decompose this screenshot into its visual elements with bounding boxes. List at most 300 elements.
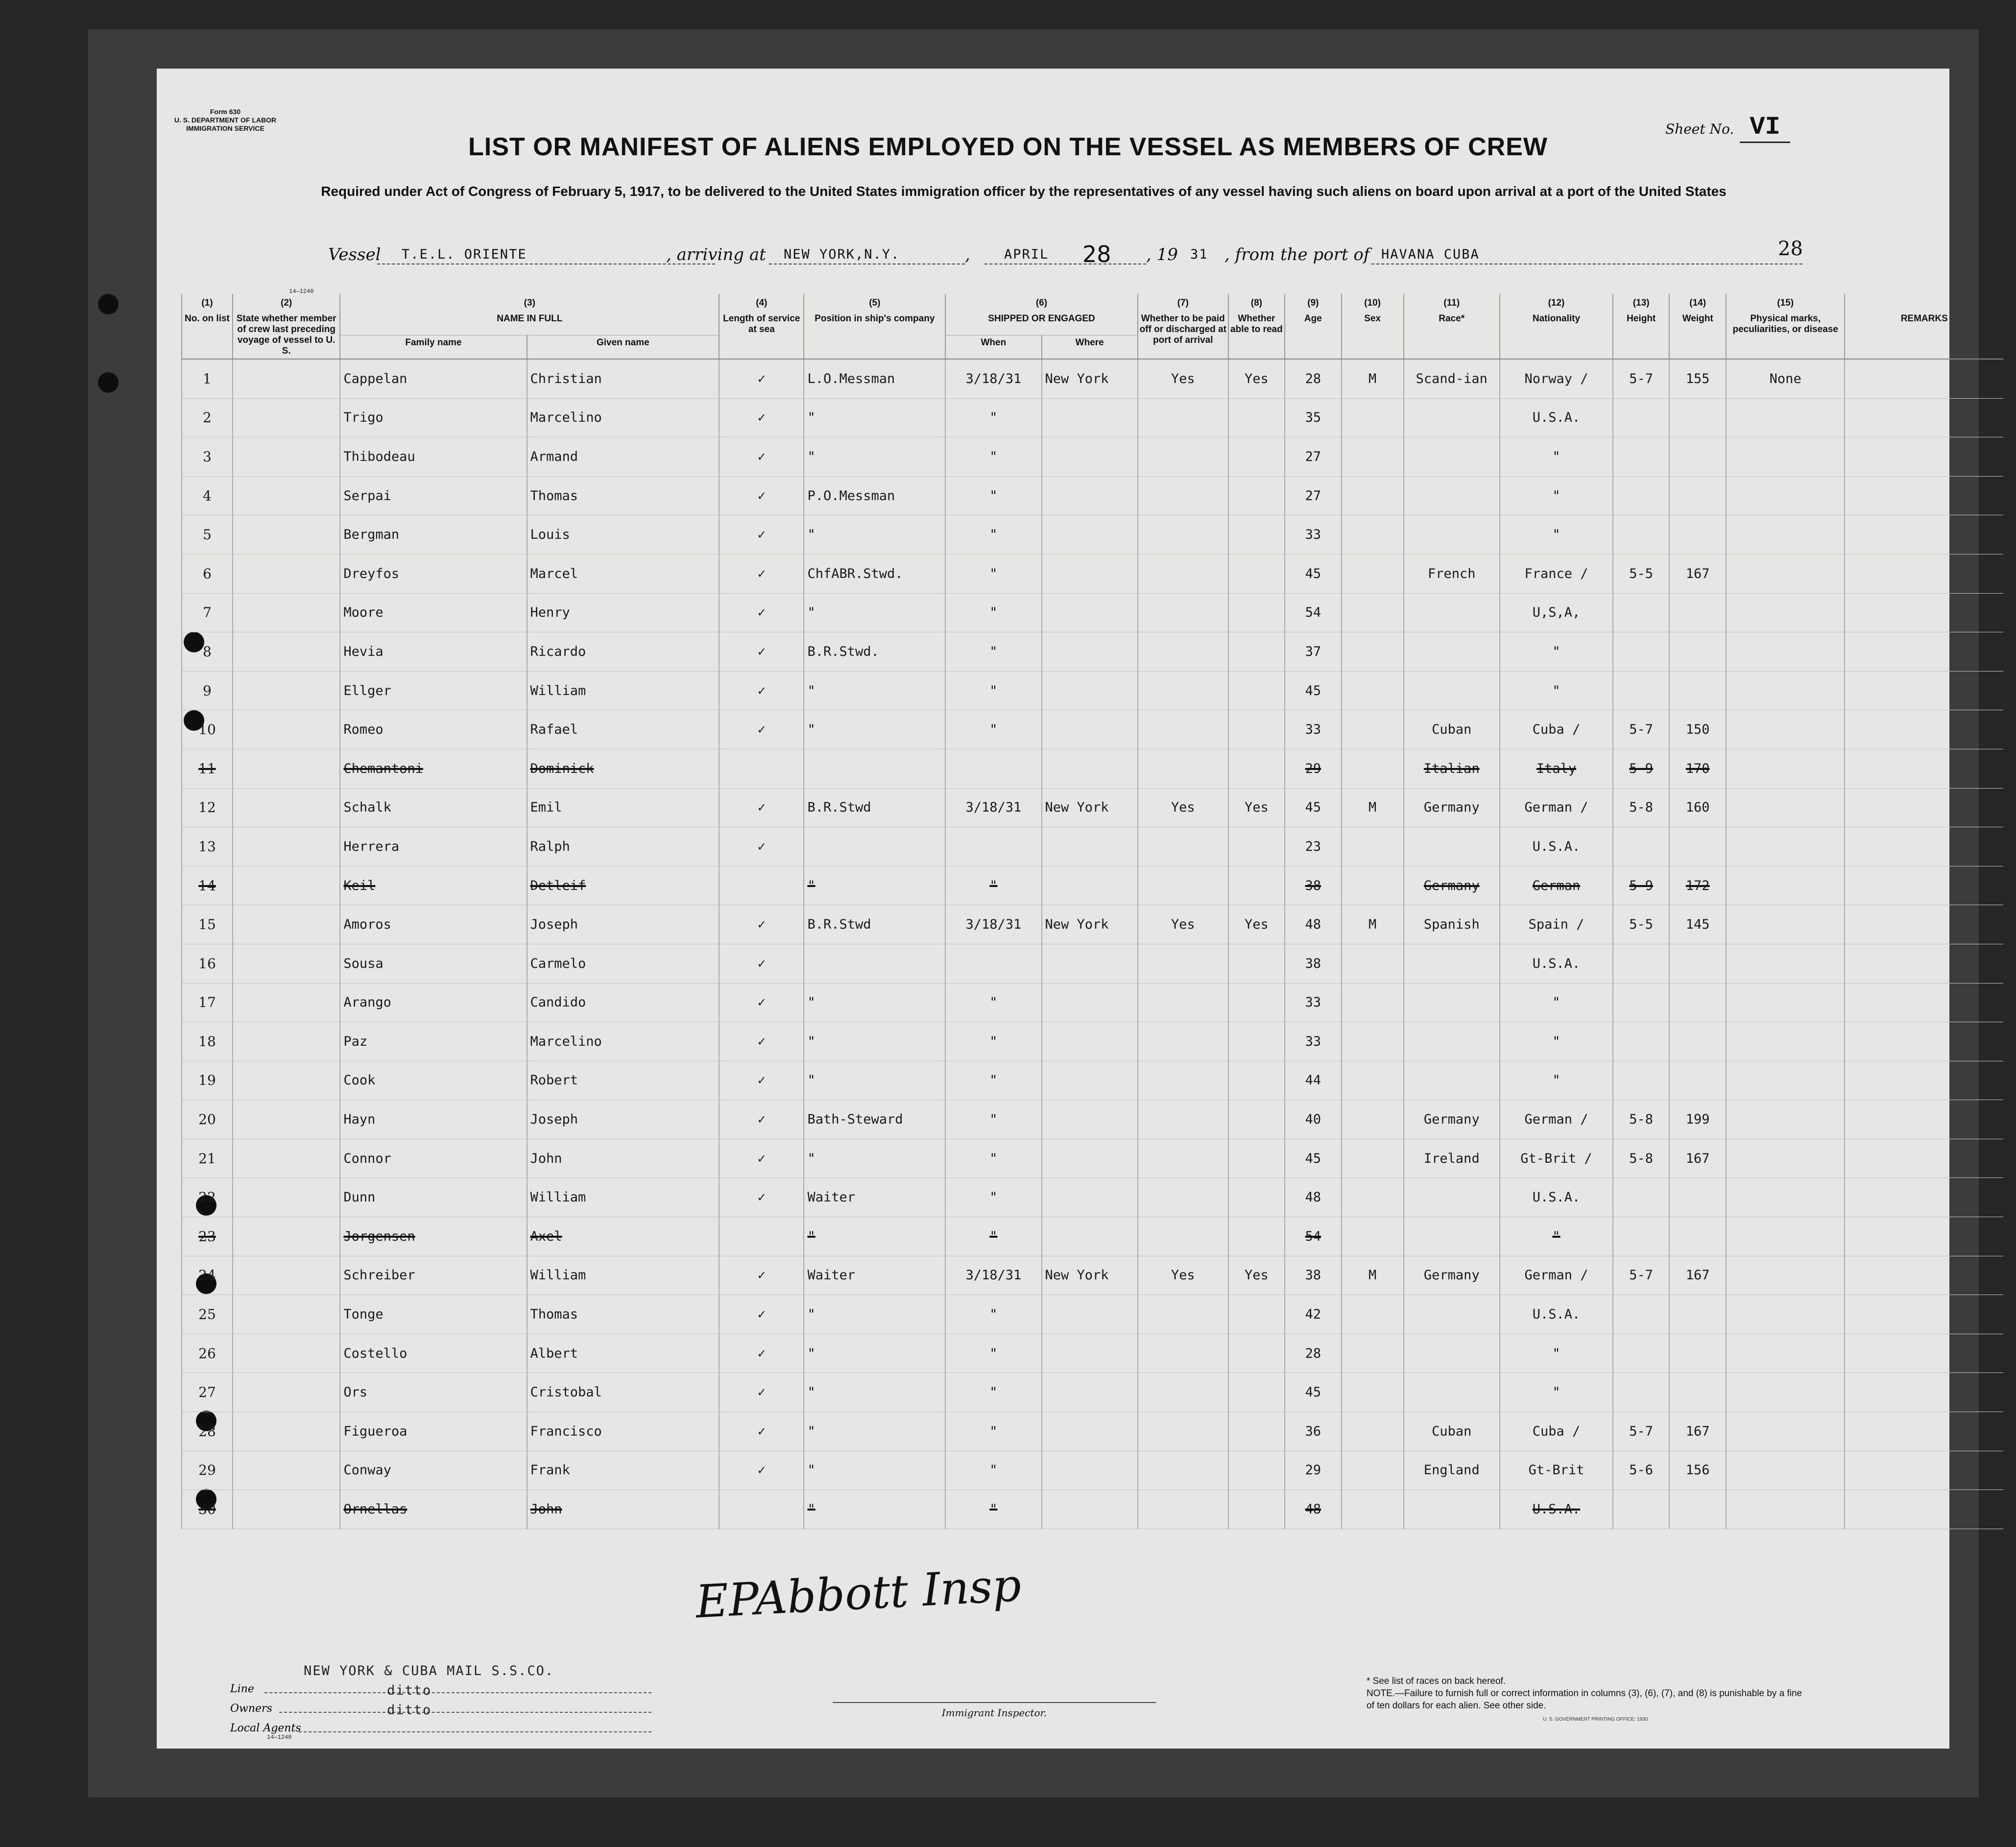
remarks [1845, 944, 2003, 983]
entry-number: 1 [182, 359, 233, 398]
sex [1342, 554, 1404, 593]
able-to-read [1228, 671, 1285, 710]
paid-off [1138, 1412, 1228, 1451]
height [1613, 983, 1669, 1022]
engaged-when: " [945, 1139, 1041, 1178]
entry-number: 27 [182, 1373, 233, 1412]
age: 37 [1285, 632, 1341, 672]
col-number-12: (12) [1500, 294, 1613, 312]
service-check: ✓ [719, 359, 804, 398]
col-number-2: (2) [233, 294, 340, 312]
paid-off [1138, 554, 1228, 593]
physical-marks [1726, 827, 1845, 866]
service-check: ✓ [719, 515, 804, 554]
prior-voyage-cell [233, 1139, 340, 1178]
remarks [1845, 866, 2003, 905]
given-name: William [527, 1178, 720, 1217]
height [1613, 593, 1669, 632]
nationality: U.S.A. [1500, 827, 1613, 866]
engaged-where: New York [1042, 788, 1138, 827]
family-name: Cappelan [340, 359, 527, 398]
physical-marks [1726, 944, 1845, 983]
prior-voyage-cell [233, 1217, 340, 1256]
header-when: When [945, 336, 1041, 360]
form-identification [147, 108, 304, 133]
race [1404, 593, 1500, 632]
able-to-read [1228, 437, 1285, 477]
race [1404, 632, 1500, 672]
service-name: IMMIGRATION SERVICE [186, 124, 264, 132]
height [1613, 1334, 1669, 1373]
sex: M [1342, 905, 1404, 944]
paid-off [1138, 476, 1228, 515]
physical-marks [1726, 1100, 1845, 1139]
weight: 170 [1669, 749, 1726, 788]
nationality: Spain / [1500, 905, 1613, 944]
height: 5-7 [1613, 1256, 1669, 1295]
age: 42 [1285, 1295, 1341, 1334]
age: 38 [1285, 1256, 1341, 1295]
given-name: Cristobal [527, 1373, 720, 1412]
entry-number: 9 [182, 671, 233, 710]
prior-voyage-cell [233, 1022, 340, 1061]
family-name: Herrera [340, 827, 527, 866]
arrival-year: 31 [1190, 247, 1208, 262]
physical-marks [1726, 515, 1845, 554]
prior-voyage-cell [233, 710, 340, 749]
crew-row [182, 1412, 2003, 1451]
physical-marks [1726, 1217, 1845, 1256]
crew-row [182, 398, 2003, 437]
agents-label: Local Agents [230, 1722, 301, 1734]
remarks [1845, 1451, 2003, 1490]
nationality: Cuba / [1500, 710, 1613, 749]
engaged-where [1042, 1217, 1138, 1256]
entry-number: 13 [182, 827, 233, 866]
voyage-line [328, 241, 1817, 274]
race: Spanish [1404, 905, 1500, 944]
sex [1342, 398, 1404, 437]
service-check: ✓ [719, 1295, 804, 1334]
sex [1342, 866, 1404, 905]
remarks [1845, 437, 2003, 477]
paid-off [1138, 866, 1228, 905]
family-name: Schreiber [340, 1256, 527, 1295]
paid-off: Yes [1138, 905, 1228, 944]
engaged-when: " [945, 593, 1041, 632]
service-check: ✓ [719, 944, 804, 983]
age: 38 [1285, 866, 1341, 905]
engaged-when: " [945, 1178, 1041, 1217]
entry-number: 3 [182, 437, 233, 477]
paid-off [1138, 983, 1228, 1022]
service-check: ✓ [719, 398, 804, 437]
race: Germany [1404, 1256, 1500, 1295]
engaged-where [1042, 554, 1138, 593]
departure-port: HAVANA CUBA [1381, 247, 1480, 262]
header-race: Race* [1404, 312, 1500, 359]
physical-marks [1726, 1139, 1845, 1178]
physical-marks [1726, 710, 1845, 749]
col-number-6: (6) [945, 294, 1138, 312]
crew-row [182, 1217, 2003, 1256]
engaged-when [945, 827, 1041, 866]
header-sex: Sex [1342, 312, 1404, 359]
remarks [1845, 1061, 2003, 1100]
weight: 172 [1669, 866, 1726, 905]
crew-row [182, 827, 2003, 866]
remarks [1845, 905, 2003, 944]
weight: 160 [1669, 788, 1726, 827]
prior-voyage-cell [233, 827, 340, 866]
sex [1342, 944, 1404, 983]
race: Scand-ian [1404, 359, 1500, 398]
engaged-when: " [945, 1412, 1041, 1451]
owners-underline [279, 1712, 651, 1713]
age: 45 [1285, 1139, 1341, 1178]
able-to-read [1228, 1373, 1285, 1412]
remarks [1845, 515, 2003, 554]
engaged-where [1042, 1022, 1138, 1061]
physical-marks [1726, 1490, 1845, 1529]
header-able-to-read: Whether able to read [1228, 312, 1285, 359]
ship-position [804, 944, 945, 983]
engaged-when: " [945, 554, 1041, 593]
col-number-10: (10) [1342, 294, 1404, 312]
given-name: William [527, 671, 720, 710]
line-label: Line [230, 1683, 254, 1695]
remarks [1845, 1100, 2003, 1139]
sex [1342, 749, 1404, 788]
able-to-read [1228, 710, 1285, 749]
remarks [1845, 749, 2003, 788]
weight [1669, 1295, 1726, 1334]
ship-position: " [804, 1022, 945, 1061]
ship-position: B.R.Stwd. [804, 632, 945, 672]
weight: 155 [1669, 359, 1726, 398]
entry-number: 29 [182, 1451, 233, 1490]
engaged-when: " [945, 632, 1041, 672]
service-check: ✓ [719, 1022, 804, 1061]
engaged-where [1042, 1139, 1138, 1178]
weight [1669, 1061, 1726, 1100]
given-name: Ricardo [527, 632, 720, 672]
weight: 167 [1669, 1412, 1726, 1451]
printer-imprint: U. S. GOVERNMENT PRINTING OFFICE: 1930 [1543, 1717, 1648, 1722]
able-to-read [1228, 632, 1285, 672]
engaged-when: " [945, 1295, 1041, 1334]
physical-marks [1726, 1022, 1845, 1061]
engaged-when: " [945, 1334, 1041, 1373]
height: 5-9 [1613, 866, 1669, 905]
sex [1342, 710, 1404, 749]
crew-row [182, 1139, 2003, 1178]
ship-position: Waiter [804, 1178, 945, 1217]
family-name: Amoros [340, 905, 527, 944]
entry-number: 7 [182, 593, 233, 632]
family-name: Arango [340, 983, 527, 1022]
race [1404, 1490, 1500, 1529]
given-name: Albert [527, 1334, 720, 1373]
weight [1669, 476, 1726, 515]
paid-off [1138, 1295, 1228, 1334]
able-to-read [1228, 1100, 1285, 1139]
crew-row [182, 788, 2003, 827]
able-to-read [1228, 593, 1285, 632]
able-to-read [1228, 983, 1285, 1022]
race: Ireland [1404, 1139, 1500, 1178]
crew-row [182, 1334, 2003, 1373]
engaged-where [1042, 1490, 1138, 1529]
crew-row [182, 476, 2003, 515]
paid-off [1138, 827, 1228, 866]
inspector-signature: EPAbbott Insp [694, 1559, 1023, 1629]
sex [1342, 827, 1404, 866]
physical-marks [1726, 1178, 1845, 1217]
service-check: ✓ [719, 788, 804, 827]
weight [1669, 1022, 1726, 1061]
entry-number: 26 [182, 1334, 233, 1373]
service-check: ✓ [719, 671, 804, 710]
physical-marks [1726, 1412, 1845, 1451]
nationality: " [1500, 437, 1613, 477]
age: 23 [1285, 827, 1341, 866]
entry-number: 22 [182, 1178, 233, 1217]
remarks [1845, 1490, 2003, 1529]
physical-marks [1726, 1334, 1845, 1373]
family-name: Costello [340, 1334, 527, 1373]
height: 5-7 [1613, 359, 1669, 398]
header-shipped-engaged: SHIPPED OR ENGAGED [945, 312, 1138, 336]
given-name: Marcel [527, 554, 720, 593]
sex [1342, 1451, 1404, 1490]
crew-row [182, 866, 2003, 905]
crew-row [182, 632, 2003, 672]
remarks [1845, 1022, 2003, 1061]
given-name: Joseph [527, 905, 720, 944]
given-name: Emil [527, 788, 720, 827]
prior-voyage-cell [233, 749, 340, 788]
engaged-when: 3/18/31 [945, 359, 1041, 398]
weight [1669, 437, 1726, 477]
height [1613, 1490, 1669, 1529]
col-number-8: (8) [1228, 294, 1285, 312]
engaged-where [1042, 710, 1138, 749]
height [1613, 1061, 1669, 1100]
nationality: U.S.A. [1500, 398, 1613, 437]
remarks [1845, 710, 2003, 749]
prior-voyage-cell [233, 437, 340, 477]
header-no-on-list: No. on list [182, 312, 233, 359]
family-name: Ors [340, 1373, 527, 1412]
age: 27 [1285, 476, 1341, 515]
entry-number: 21 [182, 1139, 233, 1178]
remarks [1845, 554, 2003, 593]
sex [1342, 1373, 1404, 1412]
entry-number: 4 [182, 476, 233, 515]
entry-number: 8 [182, 632, 233, 672]
race: French [1404, 554, 1500, 593]
prior-voyage-cell [233, 788, 340, 827]
height [1613, 1295, 1669, 1334]
engaged-when: " [945, 1373, 1041, 1412]
prior-voyage-cell [233, 1100, 340, 1139]
height [1613, 437, 1669, 477]
crew-row [182, 710, 2003, 749]
given-name: Ralph [527, 827, 720, 866]
ship-position: L.O.Messman [804, 359, 945, 398]
engaged-when: " [945, 866, 1041, 905]
age: 44 [1285, 1061, 1341, 1100]
height: 5-7 [1613, 710, 1669, 749]
age: 35 [1285, 398, 1341, 437]
weight [1669, 671, 1726, 710]
remarks [1845, 359, 2003, 398]
weight [1669, 1178, 1726, 1217]
able-to-read [1228, 1412, 1285, 1451]
weight [1669, 827, 1726, 866]
physical-marks [1726, 554, 1845, 593]
col-number-4: (4) [719, 294, 804, 312]
engaged-where [1042, 983, 1138, 1022]
arrival-day: 28 [1082, 241, 1111, 267]
service-check: ✓ [719, 1256, 804, 1295]
weight [1669, 944, 1726, 983]
engaged-where [1042, 1373, 1138, 1412]
height [1613, 632, 1669, 672]
ship-position: " [804, 1061, 945, 1100]
height [1613, 827, 1669, 866]
paid-off: Yes [1138, 359, 1228, 398]
crew-row [182, 1256, 2003, 1295]
race: Germany [1404, 1100, 1500, 1139]
nationality: German / [1500, 1256, 1613, 1295]
sex: M [1342, 788, 1404, 827]
service-check [719, 866, 804, 905]
service-check: ✓ [719, 905, 804, 944]
entry-number: 17 [182, 983, 233, 1022]
ship-position: " [804, 398, 945, 437]
nationality: German / [1500, 1100, 1613, 1139]
weight: 145 [1669, 905, 1726, 944]
ship-position: " [804, 1139, 945, 1178]
height: 5-8 [1613, 788, 1669, 827]
binder-hole [98, 372, 119, 393]
age: 40 [1285, 1100, 1341, 1139]
height [1613, 1178, 1669, 1217]
race [1404, 1334, 1500, 1373]
given-name: Armand [527, 437, 720, 477]
crew-manifest-table [181, 294, 2003, 1567]
sex [1342, 515, 1404, 554]
given-name: Henry [527, 593, 720, 632]
nationality: " [1500, 1061, 1613, 1100]
ship-position: B.R.Stwd [804, 788, 945, 827]
nationality: " [1500, 632, 1613, 672]
prior-voyage-cell [233, 1334, 340, 1373]
physical-marks [1726, 437, 1845, 477]
header-family-name: Family name [340, 336, 527, 360]
header-name-in-full: NAME IN FULL [340, 312, 719, 336]
form-code-bottom: 14—1240 [267, 1734, 292, 1741]
nationality: " [1500, 1373, 1613, 1412]
entry-number: 25 [182, 1295, 233, 1334]
entry-number: 28 [182, 1412, 233, 1451]
engaged-when: " [945, 983, 1041, 1022]
service-check: ✓ [719, 1178, 804, 1217]
paid-off [1138, 1373, 1228, 1412]
sex [1342, 1022, 1404, 1061]
race: Cuban [1404, 710, 1500, 749]
given-name: Rafael [527, 710, 720, 749]
ship-position: " [804, 1490, 945, 1529]
physical-marks [1726, 788, 1845, 827]
crew-row [182, 749, 2003, 788]
given-name: John [527, 1139, 720, 1178]
col-number-9: (9) [1285, 294, 1341, 312]
service-check [719, 749, 804, 788]
engaged-where: New York [1042, 359, 1138, 398]
vessel-name: T.E.L. ORIENTE [402, 247, 527, 262]
race: Italian [1404, 749, 1500, 788]
crew-row [182, 437, 2003, 477]
entry-number: 30 [182, 1490, 233, 1529]
height [1613, 476, 1669, 515]
header-length-of-service: Length of service at sea [719, 312, 804, 359]
col-number-3: (3) [340, 294, 719, 312]
entry-number: 11 [182, 749, 233, 788]
nationality: Norway / [1500, 359, 1613, 398]
ship-position: " [804, 710, 945, 749]
service-check: ✓ [719, 983, 804, 1022]
engaged-where [1042, 515, 1138, 554]
ship-position: Waiter [804, 1256, 945, 1295]
prior-voyage-cell [233, 1490, 340, 1529]
sex [1342, 632, 1404, 672]
entry-number: 24 [182, 1256, 233, 1295]
physical-marks [1726, 1256, 1845, 1295]
physical-marks [1726, 1451, 1845, 1490]
sex [1342, 437, 1404, 477]
header-age: Age [1285, 312, 1341, 359]
ship-position: " [804, 1373, 945, 1412]
ship-position: " [804, 593, 945, 632]
col-number-1: (1) [182, 294, 233, 312]
service-check: ✓ [719, 1373, 804, 1412]
ship-position: " [804, 1451, 945, 1490]
remarks [1845, 593, 2003, 632]
family-name: Figueroa [340, 1412, 527, 1451]
header-member-of-crew: State whether member of crew last preceding voyage of vessel to U. S. [233, 312, 340, 359]
race [1404, 1061, 1500, 1100]
remarks [1845, 1256, 2003, 1295]
arrival-port: NEW YORK,N.Y. [784, 247, 900, 262]
inspector-label: Immigrant Inspector. [941, 1707, 1047, 1719]
comma-separator: , [965, 245, 970, 264]
header-paid-off: Whether to be paid off or discharged at port of arrival [1138, 312, 1228, 359]
family-name: Romeo [340, 710, 527, 749]
service-check [719, 1217, 804, 1256]
remarks [1845, 632, 2003, 672]
weight [1669, 1334, 1726, 1373]
age: 27 [1285, 437, 1341, 477]
crew-row [182, 944, 2003, 983]
able-to-read [1228, 1022, 1285, 1061]
engaged-where [1042, 1295, 1138, 1334]
ship-position [804, 749, 945, 788]
paid-off [1138, 1100, 1228, 1139]
paid-off [1138, 710, 1228, 749]
